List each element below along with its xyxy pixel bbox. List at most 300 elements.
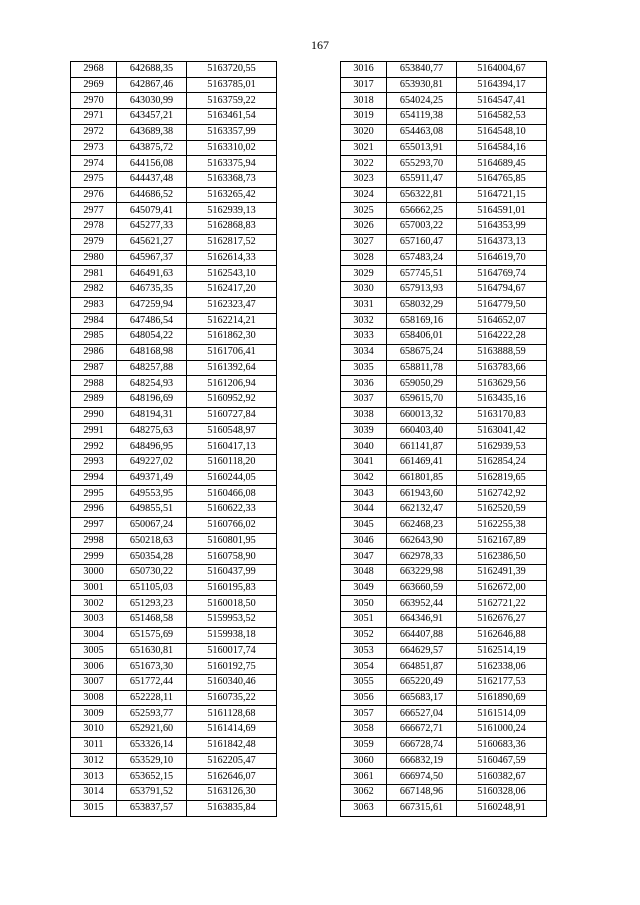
y-coordinate-cell: 5164619,70	[457, 250, 547, 266]
table-row	[71, 156, 277, 172]
point-number-cell: 2973	[71, 140, 117, 156]
y-coordinate-cell: 5162868,83	[187, 219, 277, 235]
point-number-cell: 3028	[341, 250, 387, 266]
y-coordinate-cell: 5160244,05	[187, 470, 277, 486]
point-number-cell: 2975	[71, 172, 117, 188]
table-row	[341, 329, 547, 345]
x-coordinate-cell: 643457,21	[117, 109, 187, 125]
point-number-cell: 3036	[341, 376, 387, 392]
table-row	[71, 329, 277, 345]
table-row	[341, 722, 547, 738]
y-coordinate-cell: 5162417,20	[187, 282, 277, 298]
table-row	[71, 266, 277, 282]
point-number-cell: 3048	[341, 565, 387, 581]
table-row	[71, 423, 277, 439]
x-coordinate-cell: 649371,49	[117, 470, 187, 486]
table-row	[71, 486, 277, 502]
point-number-cell: 3061	[341, 769, 387, 785]
y-coordinate-cell: 5163375,94	[187, 156, 277, 172]
x-coordinate-cell: 650354,28	[117, 549, 187, 565]
y-coordinate-cell: 5162819,65	[457, 470, 547, 486]
table-row	[71, 439, 277, 455]
y-coordinate-cell: 5162323,47	[187, 297, 277, 313]
y-coordinate-cell: 5164765,85	[457, 172, 547, 188]
table-row	[341, 266, 547, 282]
table-row	[341, 675, 547, 691]
y-coordinate-cell: 5163783,66	[457, 360, 547, 376]
y-coordinate-cell: 5161000,24	[457, 722, 547, 738]
table-row	[341, 62, 547, 78]
y-coordinate-cell: 5162817,52	[187, 234, 277, 250]
table-row	[341, 297, 547, 313]
table-row	[71, 344, 277, 360]
y-coordinate-cell: 5163835,84	[187, 800, 277, 816]
table-row	[71, 565, 277, 581]
x-coordinate-cell: 662468,23	[387, 517, 457, 533]
x-coordinate-cell: 651630,81	[117, 643, 187, 659]
point-number-cell: 2999	[71, 549, 117, 565]
x-coordinate-cell: 648275,63	[117, 423, 187, 439]
y-coordinate-cell: 5164769,74	[457, 266, 547, 282]
point-number-cell: 2982	[71, 282, 117, 298]
y-coordinate-cell: 5160801,95	[187, 533, 277, 549]
y-coordinate-cell: 5163461,54	[187, 109, 277, 125]
x-coordinate-cell: 650067,24	[117, 517, 187, 533]
x-coordinate-cell: 658169,16	[387, 313, 457, 329]
x-coordinate-cell: 653930,81	[387, 77, 457, 93]
x-coordinate-cell: 662978,33	[387, 549, 457, 565]
y-coordinate-cell: 5161206,94	[187, 376, 277, 392]
y-coordinate-cell: 5162742,92	[457, 486, 547, 502]
point-number-cell: 2977	[71, 203, 117, 219]
x-coordinate-cell: 652921,60	[117, 722, 187, 738]
table-row	[71, 124, 277, 140]
point-number-cell: 3001	[71, 580, 117, 596]
table-row	[71, 785, 277, 801]
x-coordinate-cell: 654024,25	[387, 93, 457, 109]
point-number-cell: 3041	[341, 454, 387, 470]
y-coordinate-cell: 5163265,42	[187, 187, 277, 203]
x-coordinate-cell: 658675,24	[387, 344, 457, 360]
x-coordinate-cell: 645967,37	[117, 250, 187, 266]
y-coordinate-cell: 5160735,22	[187, 690, 277, 706]
x-coordinate-cell: 645277,33	[117, 219, 187, 235]
y-coordinate-cell: 5161128,68	[187, 706, 277, 722]
y-coordinate-cell: 5164779,50	[457, 297, 547, 313]
table-row	[341, 140, 547, 156]
table-row	[71, 313, 277, 329]
x-coordinate-cell: 666672,71	[387, 722, 457, 738]
y-coordinate-cell: 5164547,41	[457, 93, 547, 109]
x-coordinate-cell: 656662,25	[387, 203, 457, 219]
y-coordinate-cell: 5161514,09	[457, 706, 547, 722]
y-coordinate-cell: 5160758,90	[187, 549, 277, 565]
table-row	[341, 93, 547, 109]
x-coordinate-cell: 651772,44	[117, 675, 187, 691]
table-row	[71, 109, 277, 125]
table-row	[71, 454, 277, 470]
x-coordinate-cell: 651468,58	[117, 612, 187, 628]
point-number-cell: 3002	[71, 596, 117, 612]
table-row	[341, 282, 547, 298]
y-coordinate-cell: 5161890,69	[457, 690, 547, 706]
y-coordinate-cell: 5160727,84	[187, 407, 277, 423]
x-coordinate-cell: 666728,74	[387, 737, 457, 753]
point-number-cell: 2980	[71, 250, 117, 266]
table-row	[341, 234, 547, 250]
point-number-cell: 3057	[341, 706, 387, 722]
point-number-cell: 3032	[341, 313, 387, 329]
x-coordinate-cell: 667315,61	[387, 800, 457, 816]
x-coordinate-cell: 646735,35	[117, 282, 187, 298]
point-number-cell: 2998	[71, 533, 117, 549]
point-number-cell: 3008	[71, 690, 117, 706]
x-coordinate-cell: 659615,70	[387, 392, 457, 408]
x-coordinate-cell: 657483,24	[387, 250, 457, 266]
table-row	[71, 800, 277, 816]
y-coordinate-cell: 5162721,22	[457, 596, 547, 612]
table-row	[71, 549, 277, 565]
point-number-cell: 3019	[341, 109, 387, 125]
x-coordinate-cell: 642867,46	[117, 77, 187, 93]
x-coordinate-cell: 661469,41	[387, 454, 457, 470]
point-number-cell: 3045	[341, 517, 387, 533]
y-coordinate-cell: 5162205,47	[187, 753, 277, 769]
x-coordinate-cell: 649553,95	[117, 486, 187, 502]
table-row	[71, 580, 277, 596]
x-coordinate-cell: 660013,32	[387, 407, 457, 423]
x-coordinate-cell: 652593,77	[117, 706, 187, 722]
table-row	[71, 470, 277, 486]
point-number-cell: 2974	[71, 156, 117, 172]
point-number-cell: 3051	[341, 612, 387, 628]
table-row	[341, 109, 547, 125]
y-coordinate-cell: 5162614,33	[187, 250, 277, 266]
table-row	[341, 470, 547, 486]
table-row	[341, 250, 547, 266]
y-coordinate-cell: 5162939,13	[187, 203, 277, 219]
point-number-cell: 3046	[341, 533, 387, 549]
x-coordinate-cell: 665683,17	[387, 690, 457, 706]
y-coordinate-cell: 5162255,38	[457, 517, 547, 533]
y-coordinate-cell: 5163368,73	[187, 172, 277, 188]
table-row	[341, 549, 547, 565]
point-number-cell: 2992	[71, 439, 117, 455]
table-row	[71, 172, 277, 188]
table-row	[71, 769, 277, 785]
point-number-cell: 3055	[341, 675, 387, 691]
table-row	[71, 250, 277, 266]
y-coordinate-cell: 5164584,16	[457, 140, 547, 156]
point-number-cell: 2991	[71, 423, 117, 439]
y-coordinate-cell: 5160683,36	[457, 737, 547, 753]
y-coordinate-cell: 5162514,19	[457, 643, 547, 659]
point-number-cell: 3020	[341, 124, 387, 140]
point-number-cell: 3018	[341, 93, 387, 109]
point-number-cell: 2986	[71, 344, 117, 360]
y-coordinate-cell: 5160417,13	[187, 439, 277, 455]
point-number-cell: 2989	[71, 392, 117, 408]
point-number-cell: 3060	[341, 753, 387, 769]
y-coordinate-cell: 5163720,55	[187, 62, 277, 78]
point-number-cell: 3039	[341, 423, 387, 439]
x-coordinate-cell: 659050,29	[387, 376, 457, 392]
table-row	[341, 627, 547, 643]
x-coordinate-cell: 642688,35	[117, 62, 187, 78]
point-number-cell: 2990	[71, 407, 117, 423]
point-number-cell: 3024	[341, 187, 387, 203]
point-number-cell: 3059	[341, 737, 387, 753]
table-row	[341, 502, 547, 518]
y-coordinate-cell: 5164394,17	[457, 77, 547, 93]
x-coordinate-cell: 653791,52	[117, 785, 187, 801]
x-coordinate-cell: 653840,77	[387, 62, 457, 78]
point-number-cell: 3017	[341, 77, 387, 93]
x-coordinate-cell: 648254,93	[117, 376, 187, 392]
x-coordinate-cell: 664629,57	[387, 643, 457, 659]
x-coordinate-cell: 663229,98	[387, 565, 457, 581]
x-coordinate-cell: 654119,38	[387, 109, 457, 125]
point-number-cell: 3010	[71, 722, 117, 738]
y-coordinate-cell: 5164373,13	[457, 234, 547, 250]
table-row	[341, 769, 547, 785]
y-coordinate-cell: 5162646,88	[457, 627, 547, 643]
point-number-cell: 3031	[341, 297, 387, 313]
table-row	[341, 423, 547, 439]
y-coordinate-cell: 5163041,42	[457, 423, 547, 439]
y-coordinate-cell: 5161862,30	[187, 329, 277, 345]
table-row	[341, 690, 547, 706]
table-row	[341, 737, 547, 753]
x-coordinate-cell: 662643,90	[387, 533, 457, 549]
point-number-cell: 2985	[71, 329, 117, 345]
point-number-cell: 3026	[341, 219, 387, 235]
x-coordinate-cell: 660403,40	[387, 423, 457, 439]
y-coordinate-cell: 5160766,02	[187, 517, 277, 533]
y-coordinate-cell: 5161842,48	[187, 737, 277, 753]
y-coordinate-cell: 5162177,53	[457, 675, 547, 691]
x-coordinate-cell: 653837,57	[117, 800, 187, 816]
table-row	[71, 203, 277, 219]
point-number-cell: 2994	[71, 470, 117, 486]
y-coordinate-cell: 5163170,83	[457, 407, 547, 423]
point-number-cell: 3044	[341, 502, 387, 518]
x-coordinate-cell: 645621,27	[117, 234, 187, 250]
x-coordinate-cell: 651673,30	[117, 659, 187, 675]
point-number-cell: 2996	[71, 502, 117, 518]
x-coordinate-cell: 648496,95	[117, 439, 187, 455]
x-coordinate-cell: 658406,01	[387, 329, 457, 345]
y-coordinate-cell: 5160622,33	[187, 502, 277, 518]
y-coordinate-cell: 5163435,16	[457, 392, 547, 408]
point-number-cell: 3000	[71, 565, 117, 581]
y-coordinate-cell: 5162520,59	[457, 502, 547, 518]
coordinates-table-left	[70, 61, 277, 817]
y-coordinate-cell: 5164652,07	[457, 313, 547, 329]
y-coordinate-cell: 5161392,64	[187, 360, 277, 376]
point-number-cell: 2984	[71, 313, 117, 329]
table-row	[341, 612, 547, 628]
table-row	[71, 297, 277, 313]
point-number-cell: 3006	[71, 659, 117, 675]
table-row	[341, 344, 547, 360]
point-number-cell: 3054	[341, 659, 387, 675]
point-number-cell: 3016	[341, 62, 387, 78]
y-coordinate-cell: 5162676,27	[457, 612, 547, 628]
x-coordinate-cell: 647259,94	[117, 297, 187, 313]
x-coordinate-cell: 657003,22	[387, 219, 457, 235]
point-number-cell: 3005	[71, 643, 117, 659]
table-row	[71, 187, 277, 203]
y-coordinate-cell: 5159953,52	[187, 612, 277, 628]
table-row	[71, 643, 277, 659]
x-coordinate-cell: 646491,63	[117, 266, 187, 282]
table-row	[71, 627, 277, 643]
point-number-cell: 2971	[71, 109, 117, 125]
point-number-cell: 3063	[341, 800, 387, 816]
x-coordinate-cell: 645079,41	[117, 203, 187, 219]
y-coordinate-cell: 5160017,74	[187, 643, 277, 659]
table-row	[71, 77, 277, 93]
point-number-cell: 2978	[71, 219, 117, 235]
point-number-cell: 2987	[71, 360, 117, 376]
x-coordinate-cell: 652228,11	[117, 690, 187, 706]
table-row	[341, 533, 547, 549]
x-coordinate-cell: 666527,04	[387, 706, 457, 722]
x-coordinate-cell: 664407,88	[387, 627, 457, 643]
x-coordinate-cell: 655293,70	[387, 156, 457, 172]
x-coordinate-cell: 647486,54	[117, 313, 187, 329]
y-coordinate-cell: 5162338,06	[457, 659, 547, 675]
point-number-cell: 3053	[341, 643, 387, 659]
y-coordinate-cell: 5160467,59	[457, 753, 547, 769]
point-number-cell: 3043	[341, 486, 387, 502]
y-coordinate-cell: 5160466,08	[187, 486, 277, 502]
table-row	[71, 360, 277, 376]
y-coordinate-cell: 5164794,67	[457, 282, 547, 298]
point-number-cell: 3062	[341, 785, 387, 801]
x-coordinate-cell: 663952,44	[387, 596, 457, 612]
table-row	[341, 753, 547, 769]
table-row	[341, 565, 547, 581]
table-row	[71, 219, 277, 235]
point-number-cell: 3023	[341, 172, 387, 188]
x-coordinate-cell: 649855,51	[117, 502, 187, 518]
y-coordinate-cell: 5162672,00	[457, 580, 547, 596]
point-number-cell: 3052	[341, 627, 387, 643]
point-number-cell: 2997	[71, 517, 117, 533]
point-number-cell: 3040	[341, 439, 387, 455]
y-coordinate-cell: 5164689,45	[457, 156, 547, 172]
x-coordinate-cell: 644437,48	[117, 172, 187, 188]
table-row	[341, 392, 547, 408]
x-coordinate-cell: 648054,22	[117, 329, 187, 345]
table-row	[341, 706, 547, 722]
x-coordinate-cell: 657745,51	[387, 266, 457, 282]
table-row	[71, 737, 277, 753]
y-coordinate-cell: 5163310,02	[187, 140, 277, 156]
point-number-cell: 3012	[71, 753, 117, 769]
x-coordinate-cell: 643875,72	[117, 140, 187, 156]
y-coordinate-cell: 5160018,50	[187, 596, 277, 612]
x-coordinate-cell: 651293,23	[117, 596, 187, 612]
table-row	[341, 313, 547, 329]
x-coordinate-cell: 657160,47	[387, 234, 457, 250]
y-coordinate-cell: 5163126,30	[187, 785, 277, 801]
point-number-cell: 3003	[71, 612, 117, 628]
table-row	[71, 407, 277, 423]
point-number-cell: 3033	[341, 329, 387, 345]
point-number-cell: 3042	[341, 470, 387, 486]
point-number-cell: 2995	[71, 486, 117, 502]
point-number-cell: 3009	[71, 706, 117, 722]
point-number-cell: 2981	[71, 266, 117, 282]
x-coordinate-cell: 658032,29	[387, 297, 457, 313]
table-row	[71, 675, 277, 691]
table-row	[71, 533, 277, 549]
x-coordinate-cell: 648168,98	[117, 344, 187, 360]
x-coordinate-cell: 644156,08	[117, 156, 187, 172]
point-number-cell: 3037	[341, 392, 387, 408]
table-row	[341, 643, 547, 659]
x-coordinate-cell: 643030,99	[117, 93, 187, 109]
table-row	[341, 439, 547, 455]
y-coordinate-cell: 5160328,06	[457, 785, 547, 801]
y-coordinate-cell: 5163759,22	[187, 93, 277, 109]
table-row	[71, 282, 277, 298]
point-number-cell: 3004	[71, 627, 117, 643]
table-row	[71, 517, 277, 533]
y-coordinate-cell: 5160192,75	[187, 659, 277, 675]
x-coordinate-cell: 649227,02	[117, 454, 187, 470]
point-number-cell: 3013	[71, 769, 117, 785]
y-coordinate-cell: 5162167,89	[457, 533, 547, 549]
point-number-cell: 2972	[71, 124, 117, 140]
y-coordinate-cell: 5160382,67	[457, 769, 547, 785]
table-row	[71, 722, 277, 738]
point-number-cell: 3011	[71, 737, 117, 753]
table-row	[71, 706, 277, 722]
y-coordinate-cell: 5160340,46	[187, 675, 277, 691]
table-row	[71, 502, 277, 518]
table-row	[71, 234, 277, 250]
x-coordinate-cell: 667148,96	[387, 785, 457, 801]
x-coordinate-cell: 651575,69	[117, 627, 187, 643]
point-number-cell: 3035	[341, 360, 387, 376]
x-coordinate-cell: 644686,52	[117, 187, 187, 203]
table-row	[341, 203, 547, 219]
x-coordinate-cell: 648196,69	[117, 392, 187, 408]
point-number-cell: 3050	[341, 596, 387, 612]
y-coordinate-cell: 5164591,01	[457, 203, 547, 219]
y-coordinate-cell: 5161706,41	[187, 344, 277, 360]
x-coordinate-cell: 650730,22	[117, 565, 187, 581]
y-coordinate-cell: 5164548,10	[457, 124, 547, 140]
point-number-cell: 2983	[71, 297, 117, 313]
x-coordinate-cell: 657913,93	[387, 282, 457, 298]
y-coordinate-cell: 5163888,59	[457, 344, 547, 360]
table-row	[341, 596, 547, 612]
x-coordinate-cell: 651105,03	[117, 580, 187, 596]
y-coordinate-cell: 5164353,99	[457, 219, 547, 235]
x-coordinate-cell: 664851,87	[387, 659, 457, 675]
table-row	[341, 172, 547, 188]
table-row	[341, 360, 547, 376]
point-number-cell: 3014	[71, 785, 117, 801]
y-coordinate-cell: 5160195,83	[187, 580, 277, 596]
y-coordinate-cell: 5162939,53	[457, 439, 547, 455]
point-number-cell: 3029	[341, 266, 387, 282]
